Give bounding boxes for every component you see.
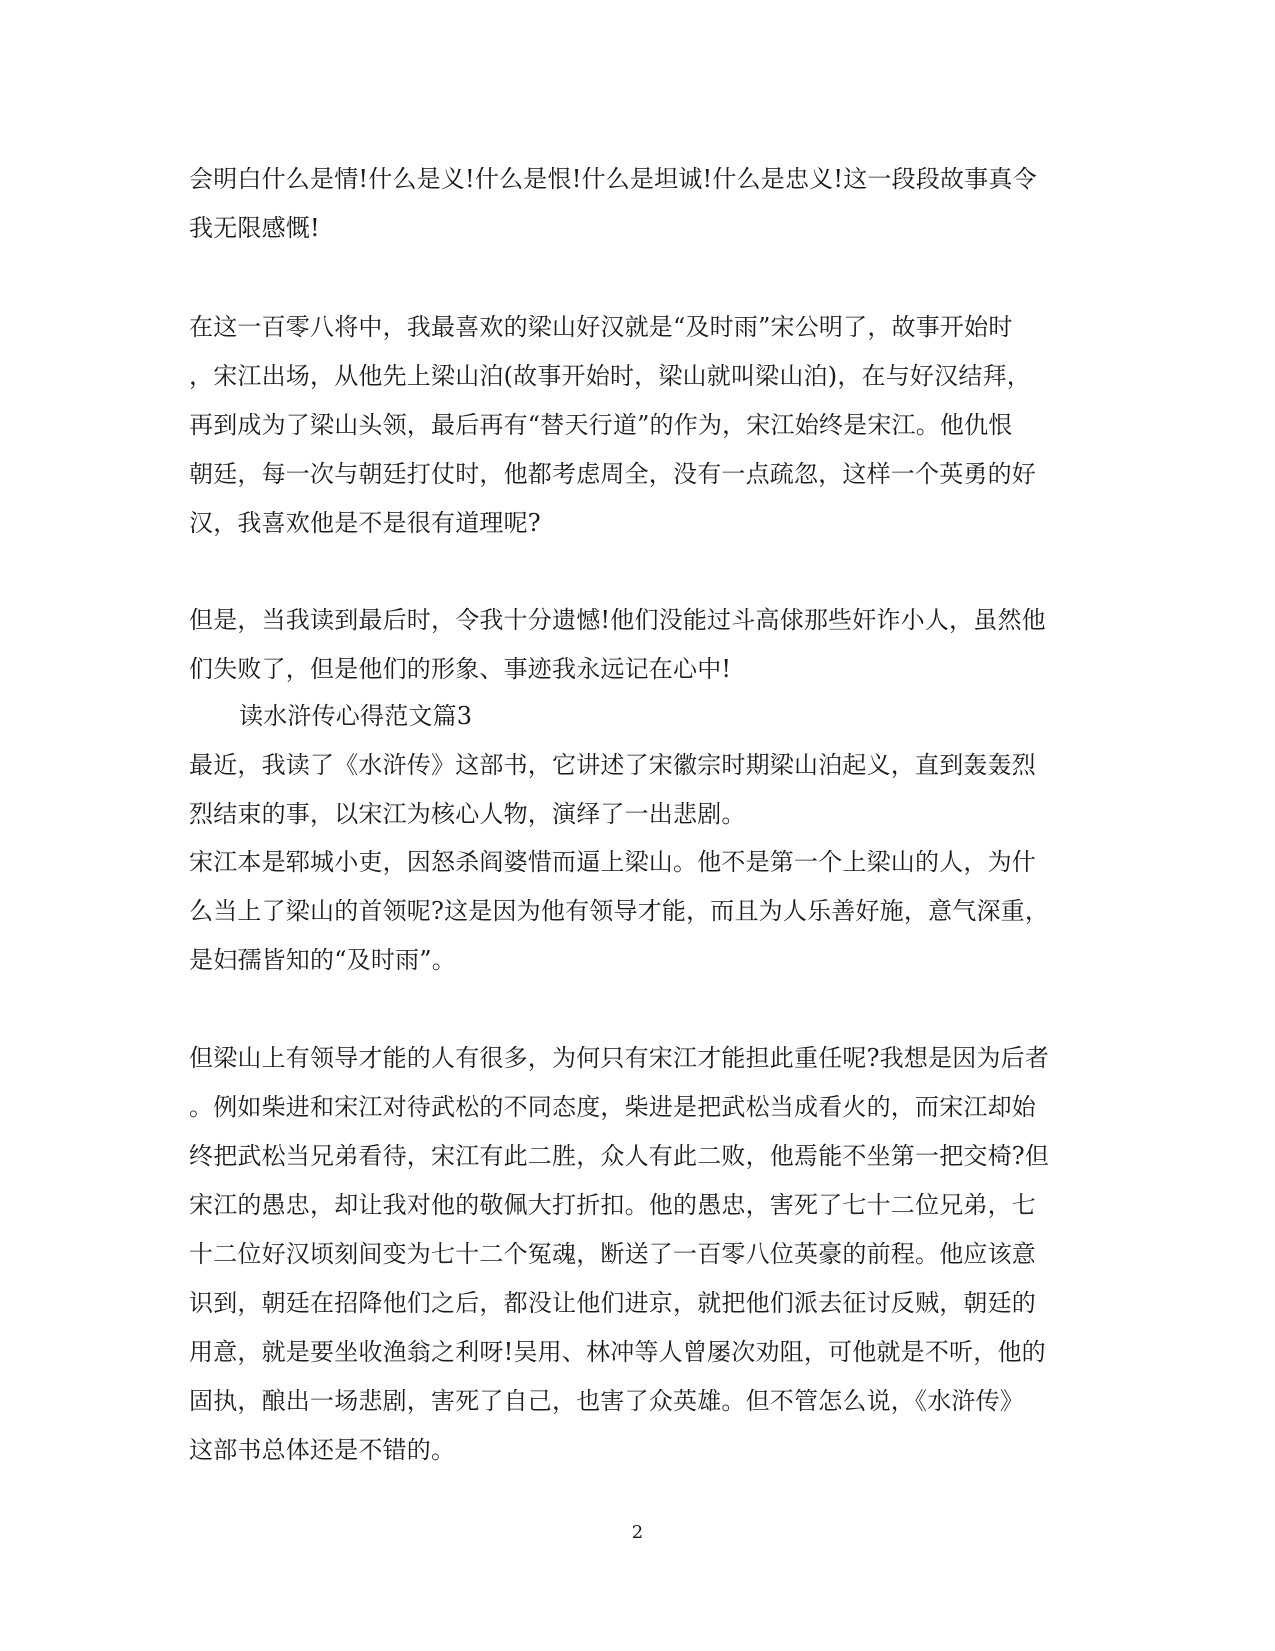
text-line: 识到，朝廷在招降他们之后，都没让他们进京，就把他们派去征讨反贼，朝廷的 — [189, 1289, 1036, 1317]
text-line: 再到成为了梁山头领，最后再有“替天行道”的作为，宋江始终是宋江。他仇恨 — [189, 411, 1013, 439]
text-line: 这部书总体还是不错的。 — [189, 1436, 456, 1464]
text-line: 是妇孺皆知的“及时雨”。 — [189, 946, 456, 974]
text-line: 用意，就是要坐收渔翁之利呀!吴用、林冲等人曾屡次劝阻，可他就是不听，他的 — [189, 1338, 1046, 1366]
text-line: ，宋江出场，从他先上梁山泊(故事开始时，梁山就叫梁山泊)，在与好汉结拜， — [189, 362, 1031, 390]
page-number: 2 — [631, 1522, 644, 1543]
text-line: 终把武松当兄弟看待，宋江有此二胜，众人有此二败，他焉能不坐第一把交椅?但 — [189, 1142, 1050, 1170]
text-line: 但梁山上有领导才能的人有很多，为何只有宋江才能担此重任呢?我想是因为后者 — [189, 1044, 1050, 1072]
text-line: 宋江本是郓城小吏，因怒杀阎婆惜而逼上梁山。他不是第一个上梁山的人，为什 — [189, 848, 1036, 876]
text-line: 们失败了，但是他们的形象、事迹我永远记在心中! — [189, 655, 732, 683]
text-line: 十二位好汉顷刻间变为七十二个冤魂，断送了一百零八位英豪的前程。他应该意 — [189, 1240, 1036, 1268]
text-line: 最近，我读了《水浒传》这部书，它讲述了宋徽宗时期梁山泊起义，直到轰轰烈 — [189, 751, 1036, 779]
text-line: 宋江的愚忠，却让我对他的敬佩大打折扣。他的愚忠，害死了七十二位兄弟，七 — [189, 1191, 1036, 1219]
text-line: 我无限感慨! — [189, 214, 320, 242]
section-heading: 读水浒传心得范文篇3 — [239, 702, 473, 730]
text-line: 汉，我喜欢他是不是很有道理呢? — [189, 509, 541, 537]
text-line: 会明白什么是情!什么是义!什么是恨!什么是坦诚!什么是忠义!这一段段故事真令 — [189, 165, 1037, 193]
text-line: 朝廷，每一次与朝廷打仗时，他都考虑周全，没有一点疏忽，这样一个英勇的好 — [189, 460, 1036, 488]
text-line: 固执，酿出一场悲剧，害死了自己，也害了众英雄。但不管怎么说，《水浒传》 — [189, 1387, 1024, 1415]
text-line: 么当上了梁山的首领呢?这是因为他有领导才能，而且为人乐善好施，意气深重， — [189, 897, 1050, 925]
text-line: 在这一百零八将中，我最喜欢的梁山好汉就是“及时雨”宋公明了，故事开始时 — [189, 313, 1013, 341]
text-line: 烈结束的事，以宋江为核心人物，演绎了一出悲剧。 — [189, 800, 746, 828]
text-line: 但是，当我读到最后时，令我十分遗憾!他们没能过斗高俅那些奸诈小人，虽然他 — [189, 606, 1046, 634]
text-line: 。例如柴进和宋江对待武松的不同态度，柴进是把武松当成看火的，而宋江却始 — [189, 1093, 1036, 1121]
